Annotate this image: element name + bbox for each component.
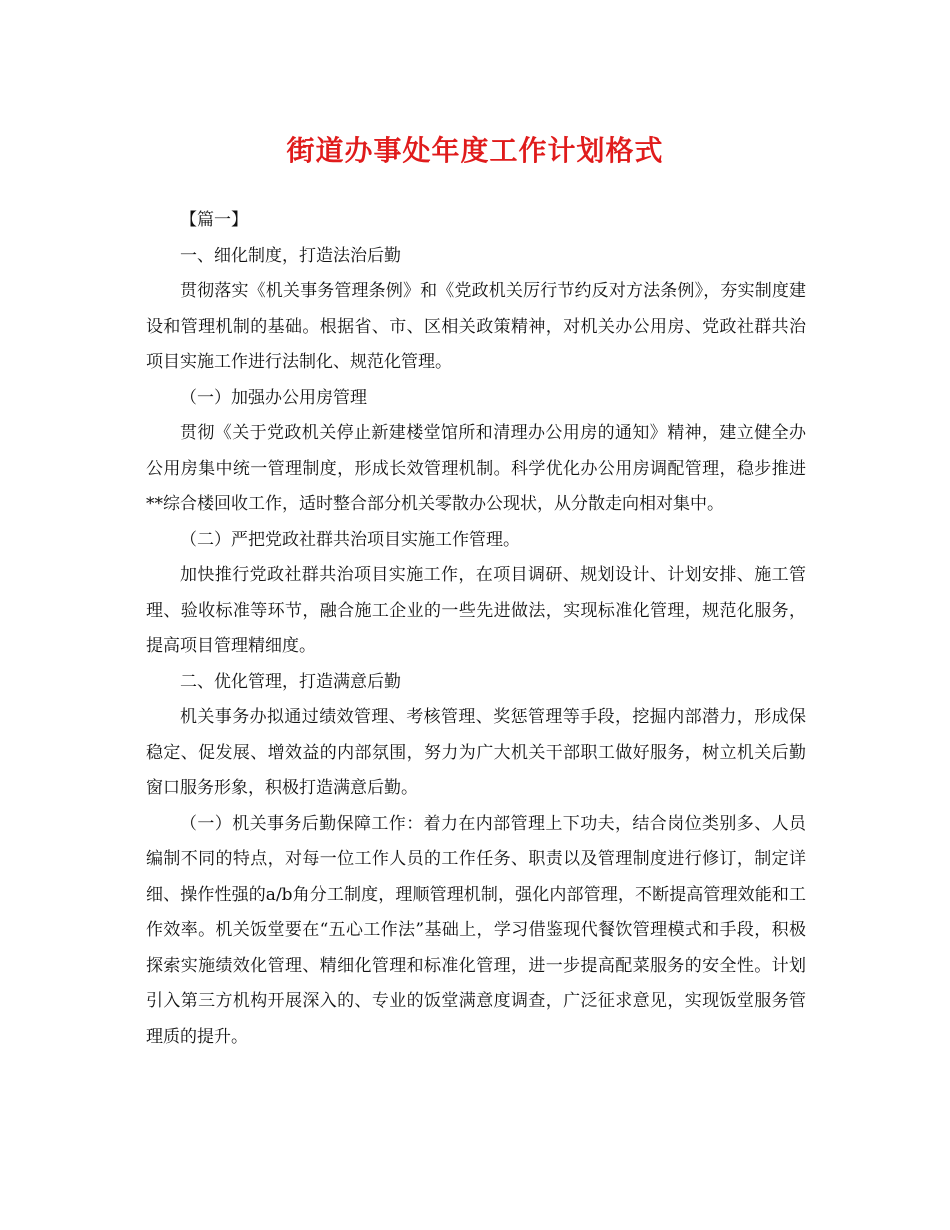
subheading: （一）加强办公用房管理 [180, 387, 367, 408]
subheading: （二）严把党政社群共治项目实施工作管理。 [180, 529, 520, 550]
paragraph: 贯彻《关于党政机关停止新建楼堂馆所和清理办公用房的通知》精神，建立健全办公用房集中统一管理制度，形成长效管理机制。科学优化办公用房调配管理，稳步推进**综合楼回收工作，适时整合部分机关零散办公现状，从分散走向相对集中。 [146, 423, 806, 514]
paragraph: （一）机关事务后勤保障工作：着力在内部管理上下功夫，结合岗位类别多、人员编制不同的特点，对每一位工作人员的工作任务、职责以及管理制度进行修订，制定详细、操作性强的a/b角分工制度，理顺管理机制，强化内部管理，不断提高管理效能和工作效率。机关饭堂要在“五心工作法”基础上，学习借鉴现代餐饮管理模式和手段，积极探索实施绩效化管理、精细化管理和标准化管理，进一步提高配菜服务的安全性。计划引入第三方机构开展深入的、专业的饭堂满意度调查，广泛征求意见，实现饭堂服务管理质的提升。 [146, 813, 806, 1047]
heading-1: 一、细化制度，打造法治后勤 [180, 245, 401, 266]
section-label: 【篇一】 [180, 210, 248, 230]
heading-2: 二、优化管理，打造满意后勤 [180, 671, 401, 692]
document-title: 街道办事处年度工作计划格式 [286, 134, 664, 167]
paragraph: 加快推行党政社群共治项目实施工作，在项目调研、规划设计、计划安排、施工管理、验收标准等环节，融合施工企业的一些先进做法，实现标准化管理，规范化服务，提高项目管理精细度。 [146, 565, 806, 656]
document-body [146, 203, 806, 1055]
paragraph: 机关事务办拟通过绩效管理、考核管理、奖惩管理等手段，挖掘内部潜力，形成保稳定、促发展、增效益的内部氛围，努力为广大机关干部职工做好服务，树立机关后勤窗口服务形象，积极打造满意后勤。 [146, 707, 806, 798]
paragraph: 贯彻落实《机关事务管理条例》和《党政机关厉行节约反对方法条例》，夯实制度建设和管理机制的基础。根据省、市、区相关政策精神，对机关办公用房、党政社群共治项目实施工作进行法制化、规范化管理。 [146, 281, 806, 372]
